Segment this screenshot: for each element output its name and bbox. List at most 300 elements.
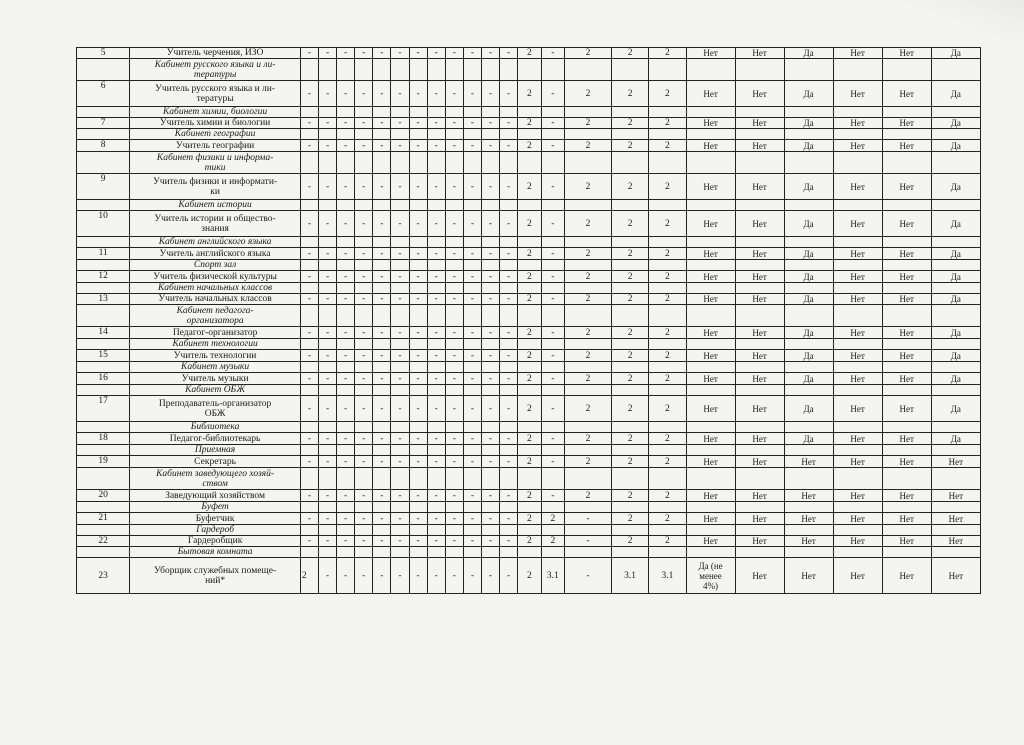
value-cell: - [355,558,373,594]
empty-cell [391,260,409,271]
position-name: Учитель черчения, ИЗО [130,48,301,59]
empty-cell [833,305,882,327]
value-cell: - [300,456,318,468]
value-cell: - [337,558,355,594]
empty-cell [337,107,355,118]
value-cell: Да [784,140,833,152]
value-cell: 2 [565,211,612,237]
value-cell: - [500,271,518,283]
value-cell: 2 [649,396,686,422]
value-cell: - [355,327,373,339]
value-cell: 2 [649,513,686,525]
value-cell: Нет [882,211,931,237]
empty-cell [355,129,373,140]
value-cell: Нет [882,433,931,445]
value-cell: Нет [735,350,784,362]
value-cell: - [409,456,427,468]
value-cell: - [318,248,336,260]
empty-cell [784,547,833,558]
empty-cell [611,283,648,294]
value-cell: 2 [611,140,648,152]
value-cell: - [318,81,336,107]
empty-cell [463,283,481,294]
empty-cell [611,445,648,456]
value-cell: - [445,271,463,283]
empty-cell [463,385,481,396]
value-cell: - [541,81,564,107]
value-cell: - [481,48,499,59]
value-cell: - [300,174,318,200]
empty-cell [409,59,427,81]
empty-cell [784,468,833,490]
empty-cell [611,107,648,118]
value-cell: - [427,350,445,362]
value-cell: Да [931,174,980,200]
row-number: 15 [77,350,130,362]
value-cell: - [427,118,445,129]
value-cell: - [463,81,481,107]
empty-cell [686,339,735,350]
empty-cell [409,339,427,350]
empty-cell [565,468,612,490]
value-cell: - [373,373,391,385]
row-number: 23 [77,558,130,594]
empty-cell [300,422,318,433]
value-cell: - [427,140,445,152]
value-cell: - [427,456,445,468]
empty-cell [735,445,784,456]
empty-cell [611,59,648,81]
value-cell: 2 [518,294,541,305]
empty-cell [931,445,980,456]
value-cell: Нет [833,81,882,107]
value-cell: - [541,350,564,362]
cabinet-name: Кабинет химии, биологии [130,107,301,118]
value-cell: - [445,81,463,107]
value-cell: - [337,271,355,283]
empty-cell [500,525,518,536]
value-cell: - [481,118,499,129]
value-cell: - [300,248,318,260]
value-cell: - [318,211,336,237]
row-number: 13 [77,294,130,305]
value-cell: Нет [833,558,882,594]
row-number: 8 [77,140,130,152]
empty-cell [784,129,833,140]
value-cell: - [463,48,481,59]
value-cell: - [409,558,427,594]
empty-cell [463,305,481,327]
value-cell: - [300,396,318,422]
empty-cell [373,283,391,294]
empty-cell [373,305,391,327]
table-row [77,118,981,129]
empty-cell [355,283,373,294]
empty-cell [355,339,373,350]
empty-cell [735,152,784,174]
value-cell: - [300,536,318,547]
empty-cell [784,59,833,81]
empty-cell [649,305,686,327]
empty-cell [686,107,735,118]
empty-cell [318,237,336,248]
empty-cell [931,502,980,513]
empty-cell [409,445,427,456]
empty-cell [500,445,518,456]
value-cell: - [318,294,336,305]
empty-cell [686,362,735,373]
value-cell: - [318,174,336,200]
empty-cell [337,445,355,456]
empty-cell [735,260,784,271]
value-cell: 2 [611,174,648,200]
empty-cell [481,362,499,373]
empty-cell [649,237,686,248]
empty-cell [833,129,882,140]
empty-cell [355,385,373,396]
empty-cell [373,525,391,536]
value-cell: Нет [833,118,882,129]
empty-cell [784,525,833,536]
value-cell: Нет [735,536,784,547]
empty-cell [355,59,373,81]
empty-cell [500,129,518,140]
value-cell: 2 [518,118,541,129]
value-cell: - [409,271,427,283]
empty-cell [355,260,373,271]
empty-cell [481,385,499,396]
value-cell: Нет [833,456,882,468]
value-cell: - [391,118,409,129]
empty-cell [355,305,373,327]
value-cell: - [318,118,336,129]
cabinet-row [77,468,981,490]
value-cell: - [427,81,445,107]
empty-cell [565,339,612,350]
value-cell: Нет [833,174,882,200]
value-cell: - [391,513,409,525]
value-cell: - [409,327,427,339]
value-cell: - [355,174,373,200]
value-cell: Нет [931,456,980,468]
empty-cell [931,385,980,396]
position-name: Учитель физической культуры [130,271,301,283]
empty-cell [518,468,541,490]
empty-cell [373,502,391,513]
value-cell: 2 [565,327,612,339]
value-cell: - [541,490,564,502]
value-cell: - [463,350,481,362]
value-cell: - [427,327,445,339]
value-cell: - [373,174,391,200]
empty-cell [882,152,931,174]
value-cell: - [373,248,391,260]
value-cell: - [300,350,318,362]
empty-cell [318,200,336,211]
empty-cell [337,237,355,248]
value-cell: Нет [735,433,784,445]
value-cell: - [500,248,518,260]
cabinet-name: Библиотека [130,422,301,433]
empty-cell [409,362,427,373]
empty-cell [541,152,564,174]
empty-cell [500,422,518,433]
empty-cell [931,525,980,536]
row-number-cell [77,129,130,140]
value-cell: - [481,81,499,107]
value-cell: - [409,118,427,129]
empty-cell [337,525,355,536]
empty-cell [565,237,612,248]
empty-cell [463,129,481,140]
value-cell: 2 [611,373,648,385]
empty-cell [649,107,686,118]
value-cell: - [337,350,355,362]
empty-cell [931,339,980,350]
value-cell: - [481,350,499,362]
value-cell: Нет [882,118,931,129]
cabinet-row [77,422,981,433]
empty-cell [833,260,882,271]
empty-cell [833,547,882,558]
empty-cell [445,362,463,373]
table-row [77,456,981,468]
empty-cell [337,200,355,211]
empty-cell [882,260,931,271]
empty-cell [735,422,784,433]
empty-cell [611,260,648,271]
value-cell: Да [931,248,980,260]
value-cell: 2 [611,81,648,107]
value-cell: 3.1 [611,558,648,594]
empty-cell [373,260,391,271]
value-cell: Нет [735,396,784,422]
empty-cell [518,502,541,513]
value-cell: Нет [735,294,784,305]
value-cell: Нет [833,536,882,547]
empty-cell [931,547,980,558]
empty-cell [373,237,391,248]
value-cell: Нет [882,396,931,422]
empty-cell [541,59,564,81]
value-cell: - [445,433,463,445]
empty-cell [337,422,355,433]
value-cell: Да [931,433,980,445]
value-cell: - [500,456,518,468]
value-cell: Нет [735,81,784,107]
value-cell: 2 [649,248,686,260]
value-cell: - [427,271,445,283]
value-cell: Нет [686,513,735,525]
value-cell: - [300,118,318,129]
empty-cell [649,502,686,513]
value-cell: - [337,513,355,525]
value-cell: - [481,271,499,283]
value-cell: - [409,211,427,237]
value-cell: - [427,211,445,237]
empty-cell [481,59,499,81]
empty-cell [300,339,318,350]
row-number-cell [77,237,130,248]
value-cell: 2 [518,140,541,152]
empty-cell [784,385,833,396]
cabinet-name: Кабинет истории [130,200,301,211]
value-cell: - [481,536,499,547]
value-cell: - [318,140,336,152]
value-cell: 2 [518,81,541,107]
empty-cell [784,362,833,373]
value-cell: Нет [882,48,931,59]
value-cell: Нет [686,294,735,305]
empty-cell [391,305,409,327]
value-cell: - [355,294,373,305]
empty-cell [409,468,427,490]
table-row [77,174,981,200]
value-cell: Да [931,48,980,59]
value-cell: 2 [649,81,686,107]
empty-cell [784,107,833,118]
empty-cell [686,385,735,396]
value-cell: Нет [882,373,931,385]
value-cell: - [300,513,318,525]
empty-cell [931,129,980,140]
empty-cell [565,502,612,513]
value-cell: Да [931,140,980,152]
value-cell: 2 [565,294,612,305]
empty-cell [300,107,318,118]
value-cell: Нет [686,118,735,129]
value-cell: 2 [611,248,648,260]
empty-cell [931,468,980,490]
value-cell: Да [784,174,833,200]
empty-cell [445,200,463,211]
empty-cell [373,422,391,433]
empty-cell [565,200,612,211]
row-number: 19 [77,456,130,468]
value-cell: Нет [686,211,735,237]
value-cell: - [500,327,518,339]
row-number: 12 [77,271,130,283]
value-cell: 3.1 [649,558,686,594]
value-cell: Да [931,350,980,362]
empty-cell [373,59,391,81]
value-cell: - [373,140,391,152]
value-cell: Нет [686,536,735,547]
empty-cell [300,283,318,294]
row-number-cell [77,502,130,513]
empty-cell [833,152,882,174]
row-number: 6 [77,81,130,107]
row-number-cell [77,305,130,327]
value-cell: 2 [611,118,648,129]
value-cell: Нет [735,211,784,237]
empty-cell [481,283,499,294]
value-cell: Нет [686,456,735,468]
value-cell: - [481,211,499,237]
value-cell: - [373,536,391,547]
value-cell: 2 [611,211,648,237]
value-cell: 3.1 [541,558,564,594]
value-cell: - [391,373,409,385]
empty-cell [931,237,980,248]
value-cell: - [463,558,481,594]
empty-cell [391,445,409,456]
value-cell: - [565,536,612,547]
value-cell: Нет [735,373,784,385]
value-cell: Нет [882,81,931,107]
value-cell: - [373,118,391,129]
empty-cell [541,129,564,140]
empty-cell [649,385,686,396]
value-cell: - [373,350,391,362]
empty-cell [649,260,686,271]
value-cell: - [463,536,481,547]
value-cell: - [500,174,518,200]
table-row [77,350,981,362]
empty-cell [735,237,784,248]
value-cell: Нет [784,558,833,594]
value-cell: Нет [882,490,931,502]
table-row [77,513,981,525]
cabinet-name: Спорт зал [130,260,301,271]
value-cell: - [409,350,427,362]
empty-cell [318,129,336,140]
value-cell: Нет [931,490,980,502]
value-cell: Нет [735,248,784,260]
value-cell: - [337,327,355,339]
empty-cell [409,422,427,433]
row-number: 21 [77,513,130,525]
value-cell: - [445,327,463,339]
empty-cell [735,525,784,536]
value-cell: Нет [833,271,882,283]
value-cell: Нет [686,174,735,200]
value-cell: 2 [611,271,648,283]
empty-cell [445,502,463,513]
value-cell: - [565,558,612,594]
value-cell: - [541,211,564,237]
empty-cell [481,200,499,211]
empty-cell [541,260,564,271]
empty-cell [541,362,564,373]
empty-cell [373,129,391,140]
value-cell: 2 [518,350,541,362]
empty-cell [518,200,541,211]
value-cell: - [541,140,564,152]
value-cell: - [445,350,463,362]
value-cell: Нет [882,456,931,468]
value-cell: - [318,558,336,594]
empty-cell [611,200,648,211]
empty-cell [409,283,427,294]
row-number: 10 [77,211,130,237]
empty-cell [686,468,735,490]
cabinet-row [77,547,981,558]
value-cell: 2 [518,513,541,525]
value-cell: Да [784,327,833,339]
empty-cell [427,468,445,490]
empty-cell [565,305,612,327]
empty-cell [541,339,564,350]
empty-cell [337,362,355,373]
value-cell: - [500,350,518,362]
empty-cell [735,305,784,327]
value-cell: - [391,327,409,339]
empty-cell [518,152,541,174]
empty-cell [300,468,318,490]
empty-cell [318,422,336,433]
table-row [77,558,981,594]
